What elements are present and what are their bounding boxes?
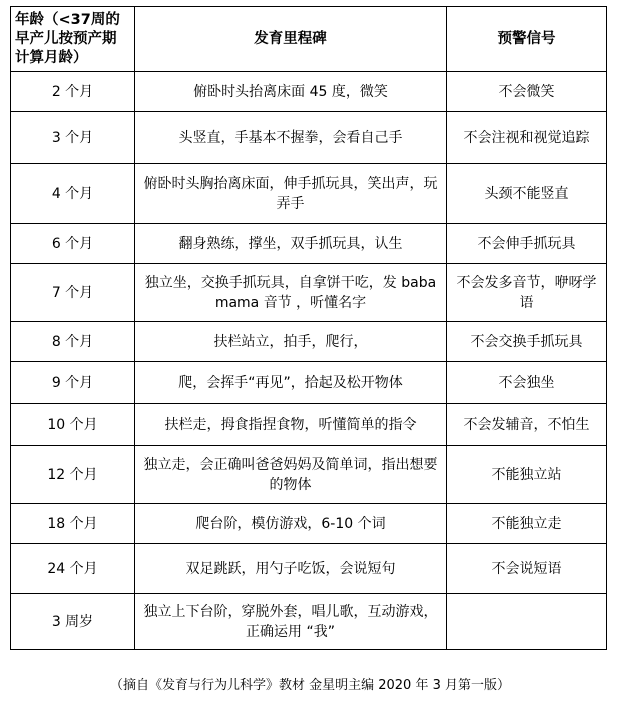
milestone-table bbox=[10, 6, 607, 650]
warning-cell: 不会微笑 bbox=[447, 72, 607, 112]
milestone-cell: 爬，会挥手“再见”，拾起及松开物体 bbox=[135, 362, 447, 404]
table-row bbox=[11, 404, 607, 446]
warning-cell: 不会说短语 bbox=[447, 544, 607, 594]
age-cell: 10 个月 bbox=[11, 404, 135, 446]
table-row bbox=[11, 164, 607, 224]
milestone-cell: 独立坐，交换手抓玩具，自拿饼干吃，发 baba mama 音节 ，听懂名字 bbox=[135, 264, 447, 322]
warning-cell: 不会独坐 bbox=[447, 362, 607, 404]
milestone-cell: 爬台阶，模仿游戏，6-10 个词 bbox=[135, 504, 447, 544]
warning-cell: 不会发多音节，咿呀学语 bbox=[447, 264, 607, 322]
age-cell: 24 个月 bbox=[11, 544, 135, 594]
milestone-cell: 俯卧时头抬离床面 45 度，微笑 bbox=[135, 72, 447, 112]
header-age: 年龄（<37周的早产儿按预产期计算月龄） bbox=[11, 7, 135, 72]
age-cell: 9 个月 bbox=[11, 362, 135, 404]
age-cell: 12 个月 bbox=[11, 446, 135, 504]
milestone-cell: 扶栏走，拇食指捏食物，听懂简单的指令 bbox=[135, 404, 447, 446]
warning-cell bbox=[447, 594, 607, 650]
age-cell: 6 个月 bbox=[11, 224, 135, 264]
warning-cell: 不会伸手抓玩具 bbox=[447, 224, 607, 264]
warning-cell: 不会注视和视觉追踪 bbox=[447, 112, 607, 164]
table-row bbox=[11, 224, 607, 264]
header-warning: 预警信号 bbox=[447, 7, 607, 72]
warning-cell: 不会发辅音，不怕生 bbox=[447, 404, 607, 446]
milestone-cell: 独立走，会正确叫爸爸妈妈及简单词，指出想要的物体 bbox=[135, 446, 447, 504]
milestone-cell: 翻身熟练，撑坐，双手抓玩具，认生 bbox=[135, 224, 447, 264]
age-cell: 4 个月 bbox=[11, 164, 135, 224]
table-row bbox=[11, 446, 607, 504]
table-row bbox=[11, 72, 607, 112]
warning-cell: 头颈不能竖直 bbox=[447, 164, 607, 224]
milestone-cell: 双足跳跃，用勺子吃饭，会说短句 bbox=[135, 544, 447, 594]
table-row bbox=[11, 362, 607, 404]
warning-cell: 不能独立走 bbox=[447, 504, 607, 544]
milestone-cell: 独立上下台阶，穿脱外套，唱儿歌，互动游戏，正确运用 “我” bbox=[135, 594, 447, 650]
table-row bbox=[11, 322, 607, 362]
table-row bbox=[11, 504, 607, 544]
table-row bbox=[11, 112, 607, 164]
milestone-cell: 头竖直，手基本不握拳，会看自己手 bbox=[135, 112, 447, 164]
age-cell: 3 周岁 bbox=[11, 594, 135, 650]
header-milestone: 发育里程碑 bbox=[135, 7, 447, 72]
age-cell: 7 个月 bbox=[11, 264, 135, 322]
warning-cell: 不能独立站 bbox=[447, 446, 607, 504]
table-row bbox=[11, 264, 607, 322]
age-cell: 2 个月 bbox=[11, 72, 135, 112]
age-cell: 3 个月 bbox=[11, 112, 135, 164]
age-cell: 8 个月 bbox=[11, 322, 135, 362]
table-row bbox=[11, 544, 607, 594]
table-row bbox=[11, 594, 607, 650]
source-caption: （摘自《发育与行为儿科学》教材 金星明主编 2020 年 3 月第一版） bbox=[109, 678, 511, 693]
warning-cell: 不会交换手抓玩具 bbox=[447, 322, 607, 362]
milestone-cell: 扶栏站立，拍手，爬行， bbox=[135, 322, 447, 362]
header-row bbox=[11, 7, 607, 72]
milestone-cell: 俯卧时头胸抬离床面，伸手抓玩具，笑出声，玩弄手 bbox=[135, 164, 447, 224]
age-cell: 18 个月 bbox=[11, 504, 135, 544]
